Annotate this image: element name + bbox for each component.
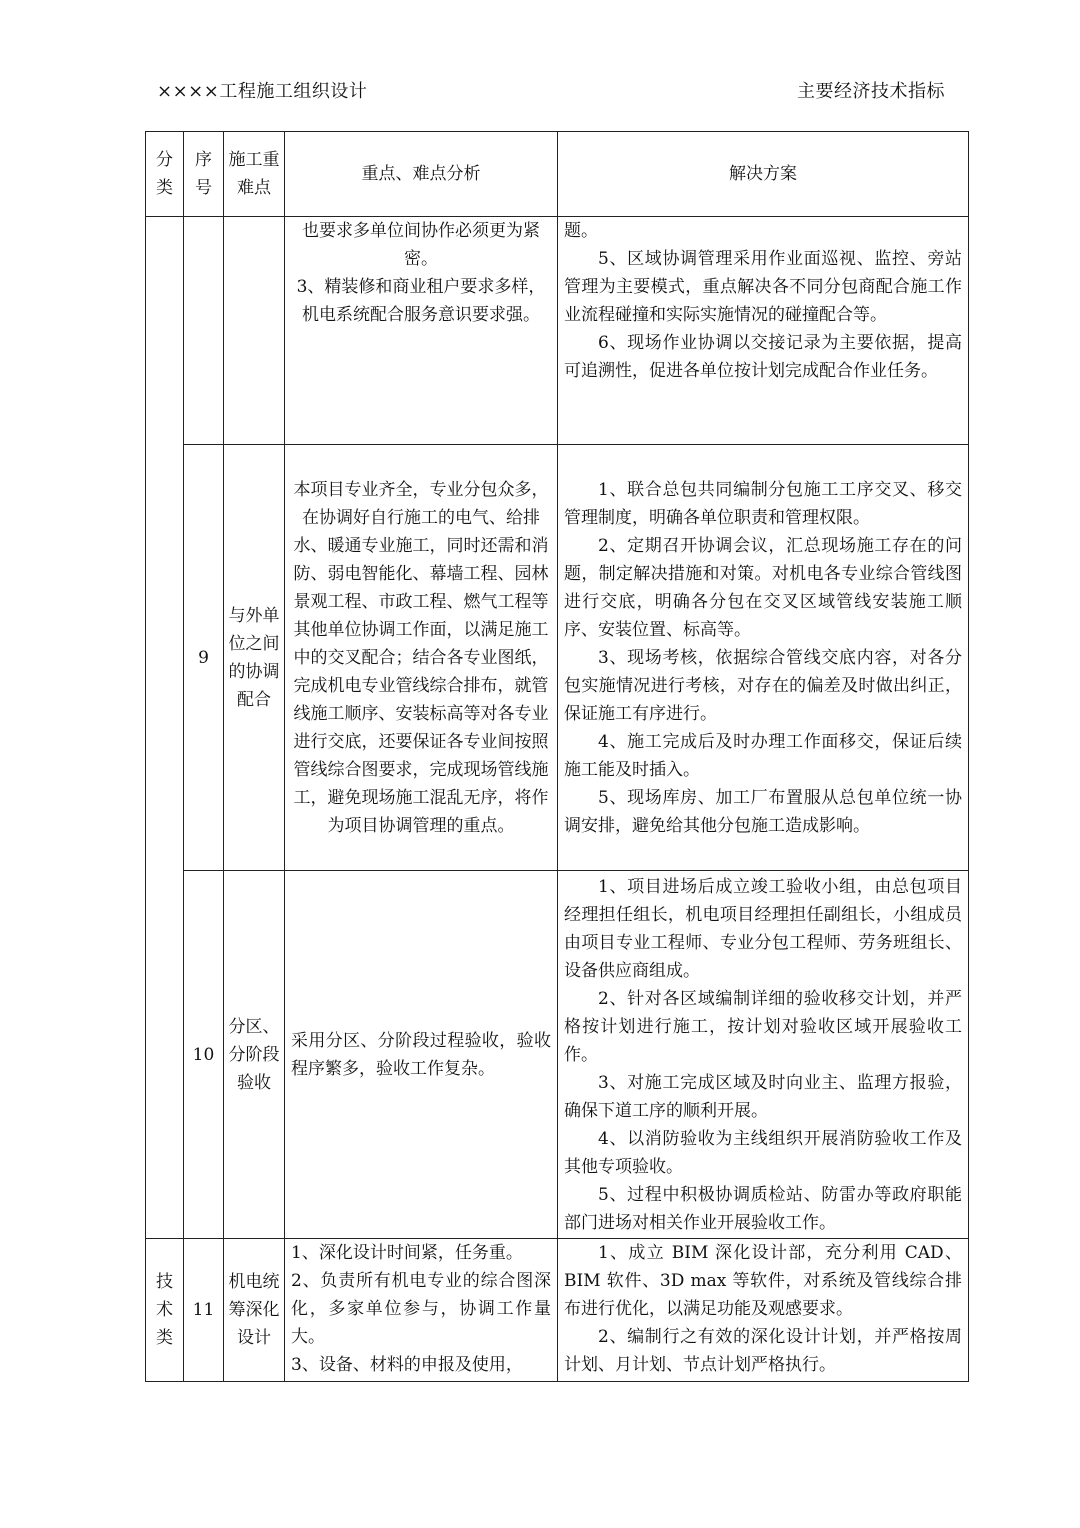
section-title: 主要经济技术指标 <box>797 81 945 102</box>
analysis-line: 本项目专业齐全，专业分包众多，在协调好自行施工的电气、给排水、暖通专业施工，同时还需和消防、弱电智能化、幕墙工程、园林景观工程、市政工程、燃气工程等其他单位协调工作面，以满足施工中的交叉配合；结合各专业图纸，完成机电专业管线综合排布，就管线施工顺序、安装标高等对各专业进行交底，还要保证各专业间按照管线综合图要求，完成现场管线施工，避免现场施工混乱无序，将作为项目协调管理的重点。 <box>293 479 549 836</box>
row-analysis <box>285 871 558 1239</box>
table-row <box>146 445 969 871</box>
row-difficulty: 机电统筹深化设计 <box>224 1239 285 1382</box>
row-difficulty <box>224 217 285 445</box>
solution-line: 2、定期召开协调会议，汇总现场施工存在的问题，制定解决措施和对策。对机电各专业综合管线图进行交底，明确各分包在交叉区域管线安装施工顺序、安装位置、标高等。 <box>564 535 962 640</box>
solution-line: 1、成立 BIM 深化设计部，充分利用 CAD、BIM 软件、3D max 等软件，对系统及管线综合排布进行优化，以满足功能及观感要求。 <box>564 1243 962 1319</box>
row-solution <box>558 217 969 445</box>
analysis-line: 采用分区、分阶段过程验收，验收程序繁多，验收工作复杂。 <box>291 1030 551 1079</box>
difficulty-analysis-table <box>145 131 969 1382</box>
analysis-line: 2、负责所有机电专业的综合图深化，多家单位参与，协调工作量大。 <box>291 1271 551 1347</box>
solution-line: 3、对施工完成区域及时向业主、监理方报验，确保下道工序的顺利开展。 <box>564 1072 962 1121</box>
row-number: 9 <box>184 445 224 871</box>
solution-line: 2、针对各区域编制详细的验收移交计划，并严格按计划进行施工，按计划对验收区域开展验收工作。 <box>564 988 962 1065</box>
analysis-line: 也要求多单位间协作必须更为紧密。 <box>302 221 540 269</box>
solution-line: 5、区域协调管理采用作业面巡视、监控、旁站管理为主要模式，重点解决各不同分包商配合施工作业流程碰撞和实际实施情况的碰撞配合等。 <box>564 249 962 325</box>
table-header-row <box>146 132 969 217</box>
row-solution <box>558 1239 969 1382</box>
solution-line: 3、现场考核，依据综合管线交底内容，对各分包实施情况进行考核，对存在的偏差及时做出纠正，保证施工有序进行。 <box>564 647 962 724</box>
analysis-line: 1、深化设计时间紧，任务重。 <box>291 1243 523 1263</box>
solution-line: 5、现场库房、加工厂布置服从总包单位统一协调安排，避免给其他分包施工造成影响。 <box>564 787 962 836</box>
header-number: 序号 <box>184 132 224 217</box>
analysis-line: 3、精装修和商业租户要求多样，机电系统配合服务意识要求强。 <box>296 277 546 325</box>
row-difficulty: 与外单位之间的协调配合 <box>224 445 285 871</box>
header-solution: 解决方案 <box>558 132 969 217</box>
solution-line: 1、联合总包共同编制分包施工工序交叉、移交管理制度，明确各单位职责和管理权限。 <box>564 479 962 528</box>
row-category: 技术类 <box>146 1239 184 1382</box>
header-difficulty: 施工重难点 <box>224 132 285 217</box>
header-analysis: 重点、难点分析 <box>285 132 558 217</box>
row-analysis <box>285 1239 558 1382</box>
table-row <box>146 871 969 1239</box>
row-number: 11 <box>184 1239 224 1382</box>
row-solution <box>558 445 969 871</box>
row-analysis <box>285 217 558 445</box>
row-analysis <box>285 445 558 871</box>
row-difficulty: 分区、分阶段验收 <box>224 871 285 1239</box>
row-solution <box>558 871 969 1239</box>
header-category: 分类 <box>146 132 184 217</box>
solution-line: 1、项目进场后成立竣工验收小组，由总包项目经理担任组长，机电项目经理担任副组长，小组成员由项目专业工程师、专业分包工程师、劳务班组长、设备供应商组成。 <box>564 876 962 981</box>
table-row <box>146 217 969 445</box>
solution-line: 题。 <box>564 221 598 241</box>
table-row <box>146 1239 969 1382</box>
row-number <box>184 217 224 445</box>
category-cell-empty <box>146 217 184 1239</box>
solution-line: 4、以消防验收为主线组织开展消防验收工作及其他专项验收。 <box>564 1128 962 1177</box>
solution-line: 5、过程中积极协调质检站、防雷办等政府职能部门进场对相关作业开展验收工作。 <box>564 1184 962 1233</box>
document-title: ××××工程施工组织设计 <box>157 81 368 102</box>
analysis-line: 3、设备、材料的申报及使用， <box>291 1355 523 1375</box>
row-number: 10 <box>184 871 224 1239</box>
solution-line: 6、现场作业协调以交接记录为主要依据，提高可追溯性，促进各单位按计划完成配合作业任务。 <box>564 333 962 381</box>
solution-line: 4、施工完成后及时办理工作面移交，保证后续施工能及时插入。 <box>564 731 962 780</box>
solution-line: 2、编制行之有效的深化设计计划，并严格按周计划、月计划、节点计划严格执行。 <box>564 1327 962 1375</box>
